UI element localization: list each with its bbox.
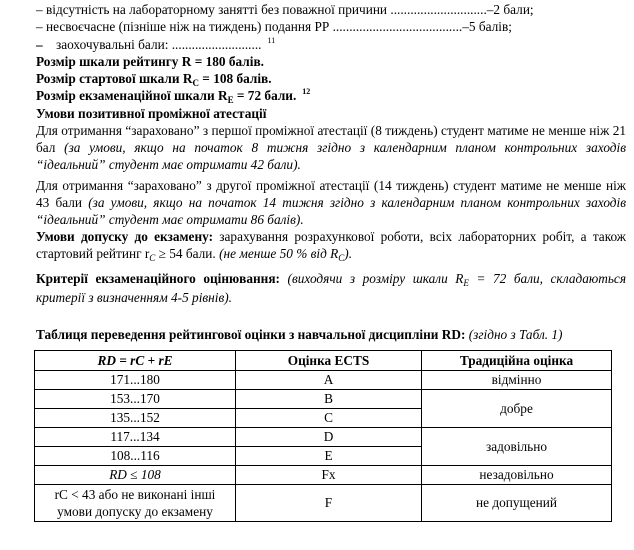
rating-scale: Розмір шкали рейтингу R = 180 балів. [36, 54, 264, 69]
p2-note: (за умови, якщо на початок 14 тижня згідно з календарним планом контрольних заходів “ідеальний” студент має отримати 86 балів). [36, 195, 627, 228]
paragraph-exam-criteria [36, 270, 626, 306]
list-dash: – [36, 37, 43, 52]
footnote-12: 12 [302, 87, 311, 96]
table-row [35, 371, 612, 390]
p4-head: Критерії екзаменаційного оцінювання: [36, 271, 280, 286]
p1-main: Для отримання “зараховано” з першої проміжної атестації (8 тиждень) студент матиме не менше ніж 21 бал [36, 123, 626, 156]
range-cell: rC < 43 або не виконані інші умови допуску до екзамену [35, 485, 236, 522]
p3-note-sub: C [338, 253, 345, 264]
p3-note: (не менше 50 % від R [219, 246, 339, 262]
p3-main: зарахування розрахункової роботи, всіх лабораторних робіт, а також стартовий рейтинг r [36, 229, 626, 262]
p2-main: Для отримання “зараховано” з другої проміжної атестації (14 тиждень) студент матиме не менше ніж 43 бали [36, 178, 626, 211]
range-cell: 171...180 [35, 371, 236, 390]
exam-scale [36, 87, 310, 106]
ects-cell: A [236, 371, 422, 390]
ects-cell: B [236, 390, 422, 409]
list-item-absence: – відсутність на лабораторному занятті без поважної причини .............................–2 бали; [36, 2, 534, 17]
bonus-text: заохочувальні бали: ........................... [55, 37, 262, 52]
start-scale-value: = 108 балів. [198, 71, 272, 86]
range-cell: 108...116 [35, 447, 236, 466]
p1-note: (за умови, якщо на початок 8 тижня згідно з календарним планом контрольних заходів “ідеальний” студент має отримати 42 бали). [36, 140, 626, 173]
header-ects: Оцінка ECTS [236, 351, 422, 371]
start-scale-sub: C [192, 78, 199, 88]
traditional-cell: не допущений [422, 485, 612, 522]
p3-sub: C [149, 253, 156, 264]
traditional-cell: добре [422, 390, 612, 428]
range-cell: RD ≤ 108 [35, 466, 236, 485]
p4-note: (виходячи з розміру шкали R [279, 271, 464, 286]
paragraph-second-attestation [36, 177, 626, 229]
traditional-cell: незадовільно [422, 466, 612, 485]
ects-cell: E [236, 447, 422, 466]
ects-cell: D [236, 428, 422, 447]
p4-note-rest: = 72 бали, складаються критерії з визначенням 4-5 рівнів). [36, 271, 627, 306]
footnote-11: 11 [267, 36, 276, 45]
ects-cell: F [236, 485, 422, 522]
start-scale-label: Розмір стартової шкали R [36, 71, 193, 86]
range-cell: 153...170 [35, 390, 236, 409]
caption-text: Таблиця переведення рейтингової оцінки з навчальної дисципліни RD: [36, 327, 466, 342]
exam-scale-label: Розмір екзаменаційної шкали R [36, 88, 228, 103]
ects-cell: C [236, 409, 422, 428]
paragraph-first-attestation [36, 122, 626, 174]
table-row [35, 428, 612, 447]
table-row [35, 485, 612, 522]
caption-note: (згідно з Табл. 1) [465, 327, 563, 342]
range-cell: 117...134 [35, 428, 236, 447]
header-rd: RD = rC + rE [35, 351, 236, 371]
list-item-late-submission: – несвоєчасне (пізніше ніж на тиждень) подання РР .......................................–5 балів; [36, 19, 512, 34]
grade-conversion-table [34, 350, 612, 522]
table-caption [36, 327, 562, 343]
conditions-heading: Умови позитивної проміжної атестації [36, 106, 267, 121]
ects-cell: Fx [236, 466, 422, 485]
paragraph-exam-admission [36, 228, 626, 264]
p4-note-sub: E [463, 278, 469, 288]
table-row [35, 466, 612, 485]
p3-note-end: ). [344, 246, 353, 262]
exam-scale-sub: E [227, 95, 234, 105]
exam-scale-value: = 72 бали. [233, 88, 297, 103]
traditional-cell: задовільно [422, 428, 612, 466]
p3-rest: ≥ 54 бали. [155, 246, 220, 262]
traditional-cell: відмінно [422, 371, 612, 390]
range-cell: 135...152 [35, 409, 236, 428]
table-row [35, 390, 612, 409]
table-header-row [35, 351, 612, 371]
header-traditional: Традиційна оцінка [422, 351, 612, 371]
p3-head: Умови допуску до екзамену: [36, 229, 214, 244]
